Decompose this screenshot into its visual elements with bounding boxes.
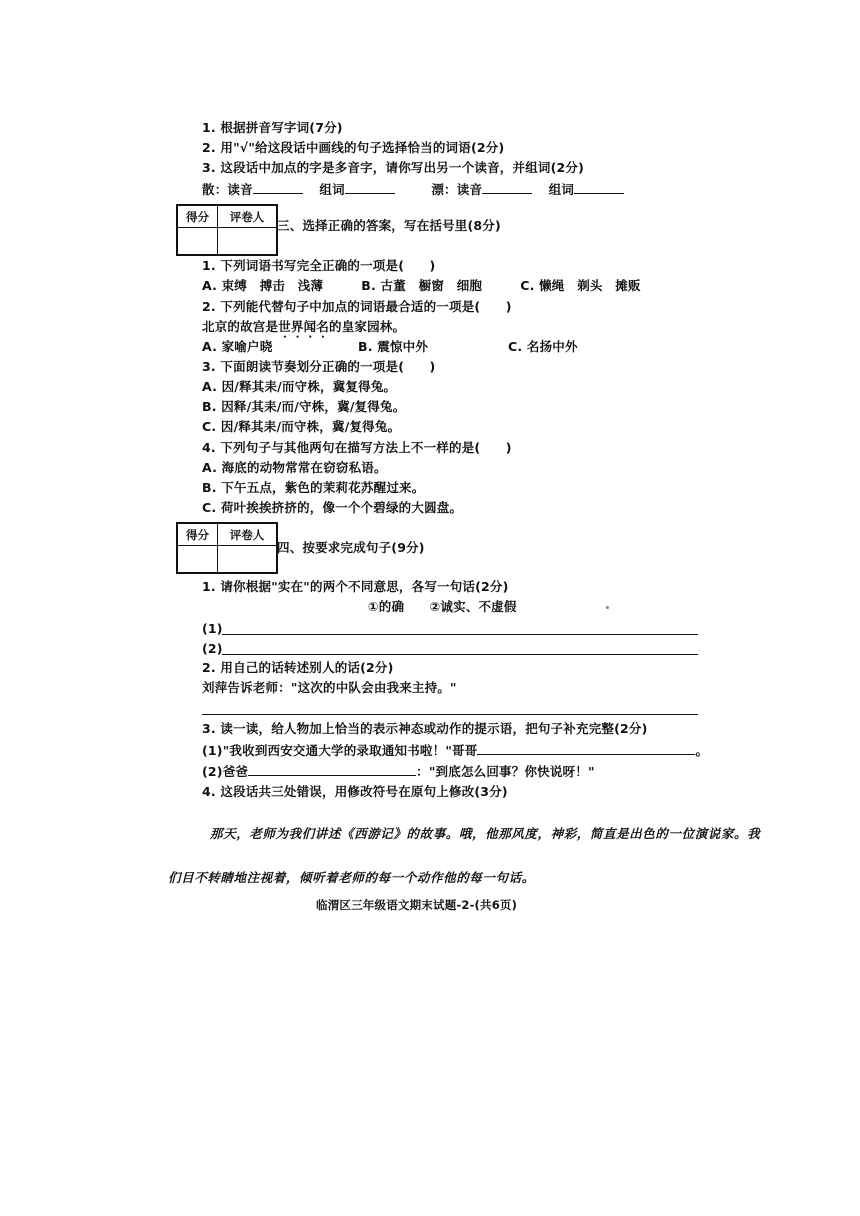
sentence-part: (1)"我收到西安交通大学的录取通知书啦！"哥哥 [202,743,478,758]
question-polyphone: 3. 这段话中加点的字是多音字，请你写出另一个读音，并组词(2分) [202,160,585,175]
s3-q4-option-b: B. 下午五点，紫色的茉莉花苏醒过来。 [202,480,425,495]
sentence-part: ："到底怎么回事？你快说呀！" [416,764,595,779]
grader-cell[interactable] [218,546,276,572]
paraphrase-answer-line[interactable] [202,714,698,715]
s4-q1-meanings: ①的确 ②诚实、不虚假 [368,599,517,614]
scan-speck [606,606,609,609]
s3-question-4: 4. 下列句子与其他两句在描写方法上不一样的是( ) [202,440,512,455]
error-passage-line-2: 们目不转睛地注视着，倾听着老师的每一个动作他的每一句话。 [168,870,535,885]
score-cell[interactable] [178,546,218,572]
s3-question-2-sentence [202,319,405,341]
s3-q4-option-a: A. 海底的动物常常在窃窃私语。 [202,460,387,475]
read-blank-a[interactable] [253,181,303,194]
sentence-part: 的皇家园林。 [329,319,406,334]
s4-q3-line-2 [202,763,595,780]
word-label: 组词 [319,182,345,197]
s3-q3-option-c: C. 因/释其耒/而守株，冀/复得兔。 [202,419,401,434]
answer-line-2[interactable] [222,654,698,655]
answer-line-2-label: (2) [202,641,223,656]
section4-title: 四、按要求完成句子(9分) [277,540,425,555]
read-blank-b[interactable] [482,181,532,194]
word-blank-b[interactable] [574,181,624,194]
s4-q2-sentence: 刘萍告诉老师："这次的中队会由我来主持。" [202,680,457,695]
polyphone-answer-row [202,181,624,198]
grader-label: 评卷人 [218,206,276,228]
s4-question-3: 3. 读一读，给人物加上恰当的表示神态或动作的提示语，把句子补充完整(2分) [202,721,648,736]
score-box-section4 [176,522,278,574]
read-label: 读音 [227,182,253,197]
s4-question-1: 1. 请你根据"实在"的两个不同意思，各写一句话(2分) [202,579,509,594]
s3-q4-option-c: C. 荷叶挨挨挤挤的，像一个个碧绿的大圆盘。 [202,500,463,515]
s4-question-4: 4. 这段话共三处错误，用修改符号在原句上修改(3分) [202,784,508,799]
s3-question-2: 2. 下列能代替句子中加点的词语最合适的一项是( ) [202,299,512,314]
answer-line-1[interactable] [222,634,698,635]
answer-line-1-label: (1) [202,621,223,636]
sentence-part: (2)爸爸 [202,764,249,779]
score-label: 得分 [178,206,218,228]
grader-label: 评卷人 [218,524,276,546]
s4-q3-line-1 [202,742,708,759]
s3-question-3: 3. 下面朗读节奏划分正确的一项是( ) [202,359,436,374]
s4-question-2: 2. 用自己的话转述别人的话(2分) [202,660,394,675]
polyphone-char-b: 漂： [431,182,457,197]
page-footer: 临渭区三年级语文期末试题-2-(共6页) [316,898,518,912]
score-cell[interactable] [178,228,218,254]
prompt-blank-2[interactable] [248,763,416,776]
error-passage-line-1: 那天，老师为我们讲述《西游记》的故事。哦，他那风度，神彩，简直是出色的一位演说家。我 [210,826,761,841]
word-label: 组词 [548,182,575,197]
prompt-blank-1[interactable] [477,742,695,755]
s3-question-1: 1. 下列词语书写完全正确的一项是( ) [202,258,436,273]
sentence-part: 北京的故宫是 [202,319,279,334]
score-label: 得分 [178,524,218,546]
question-check-word: 2. 用"√"给这段话中画线的句子选择恰当的词语(2分) [202,140,505,155]
question-pinyin: 1. 根据拼音写字词(7分) [202,120,343,135]
s3-q2-option-a: A. 家喻户晓 [202,339,273,354]
polyphone-char-a: 散： [202,182,228,197]
read-label: 读音 [456,182,483,197]
grader-cell[interactable] [218,228,276,254]
sentence-part: 。 [695,743,709,758]
s3-q2-option-b: B. 震惊中外 [358,339,429,354]
s3-q3-option-b: B. 因释/其耒/而/守株，冀/复得兔。 [202,399,406,414]
score-box-section3 [176,204,278,256]
section3-title: 三、选择正确的答案，写在括号里(8分) [277,218,501,233]
word-blank-a[interactable] [345,181,395,194]
dotted-phrase: 世界闻名 [278,319,330,334]
s3-q2-option-c: C. 名扬中外 [508,339,578,354]
s3-q3-option-a: A. 因/释其耒/而守株，冀复得兔。 [202,379,397,394]
s3-question-1-options: A. 束缚 搏击 浅薄 B. 古董 橱窗 细胞 C. 懒绳 剃头 摊贩 [202,278,641,293]
